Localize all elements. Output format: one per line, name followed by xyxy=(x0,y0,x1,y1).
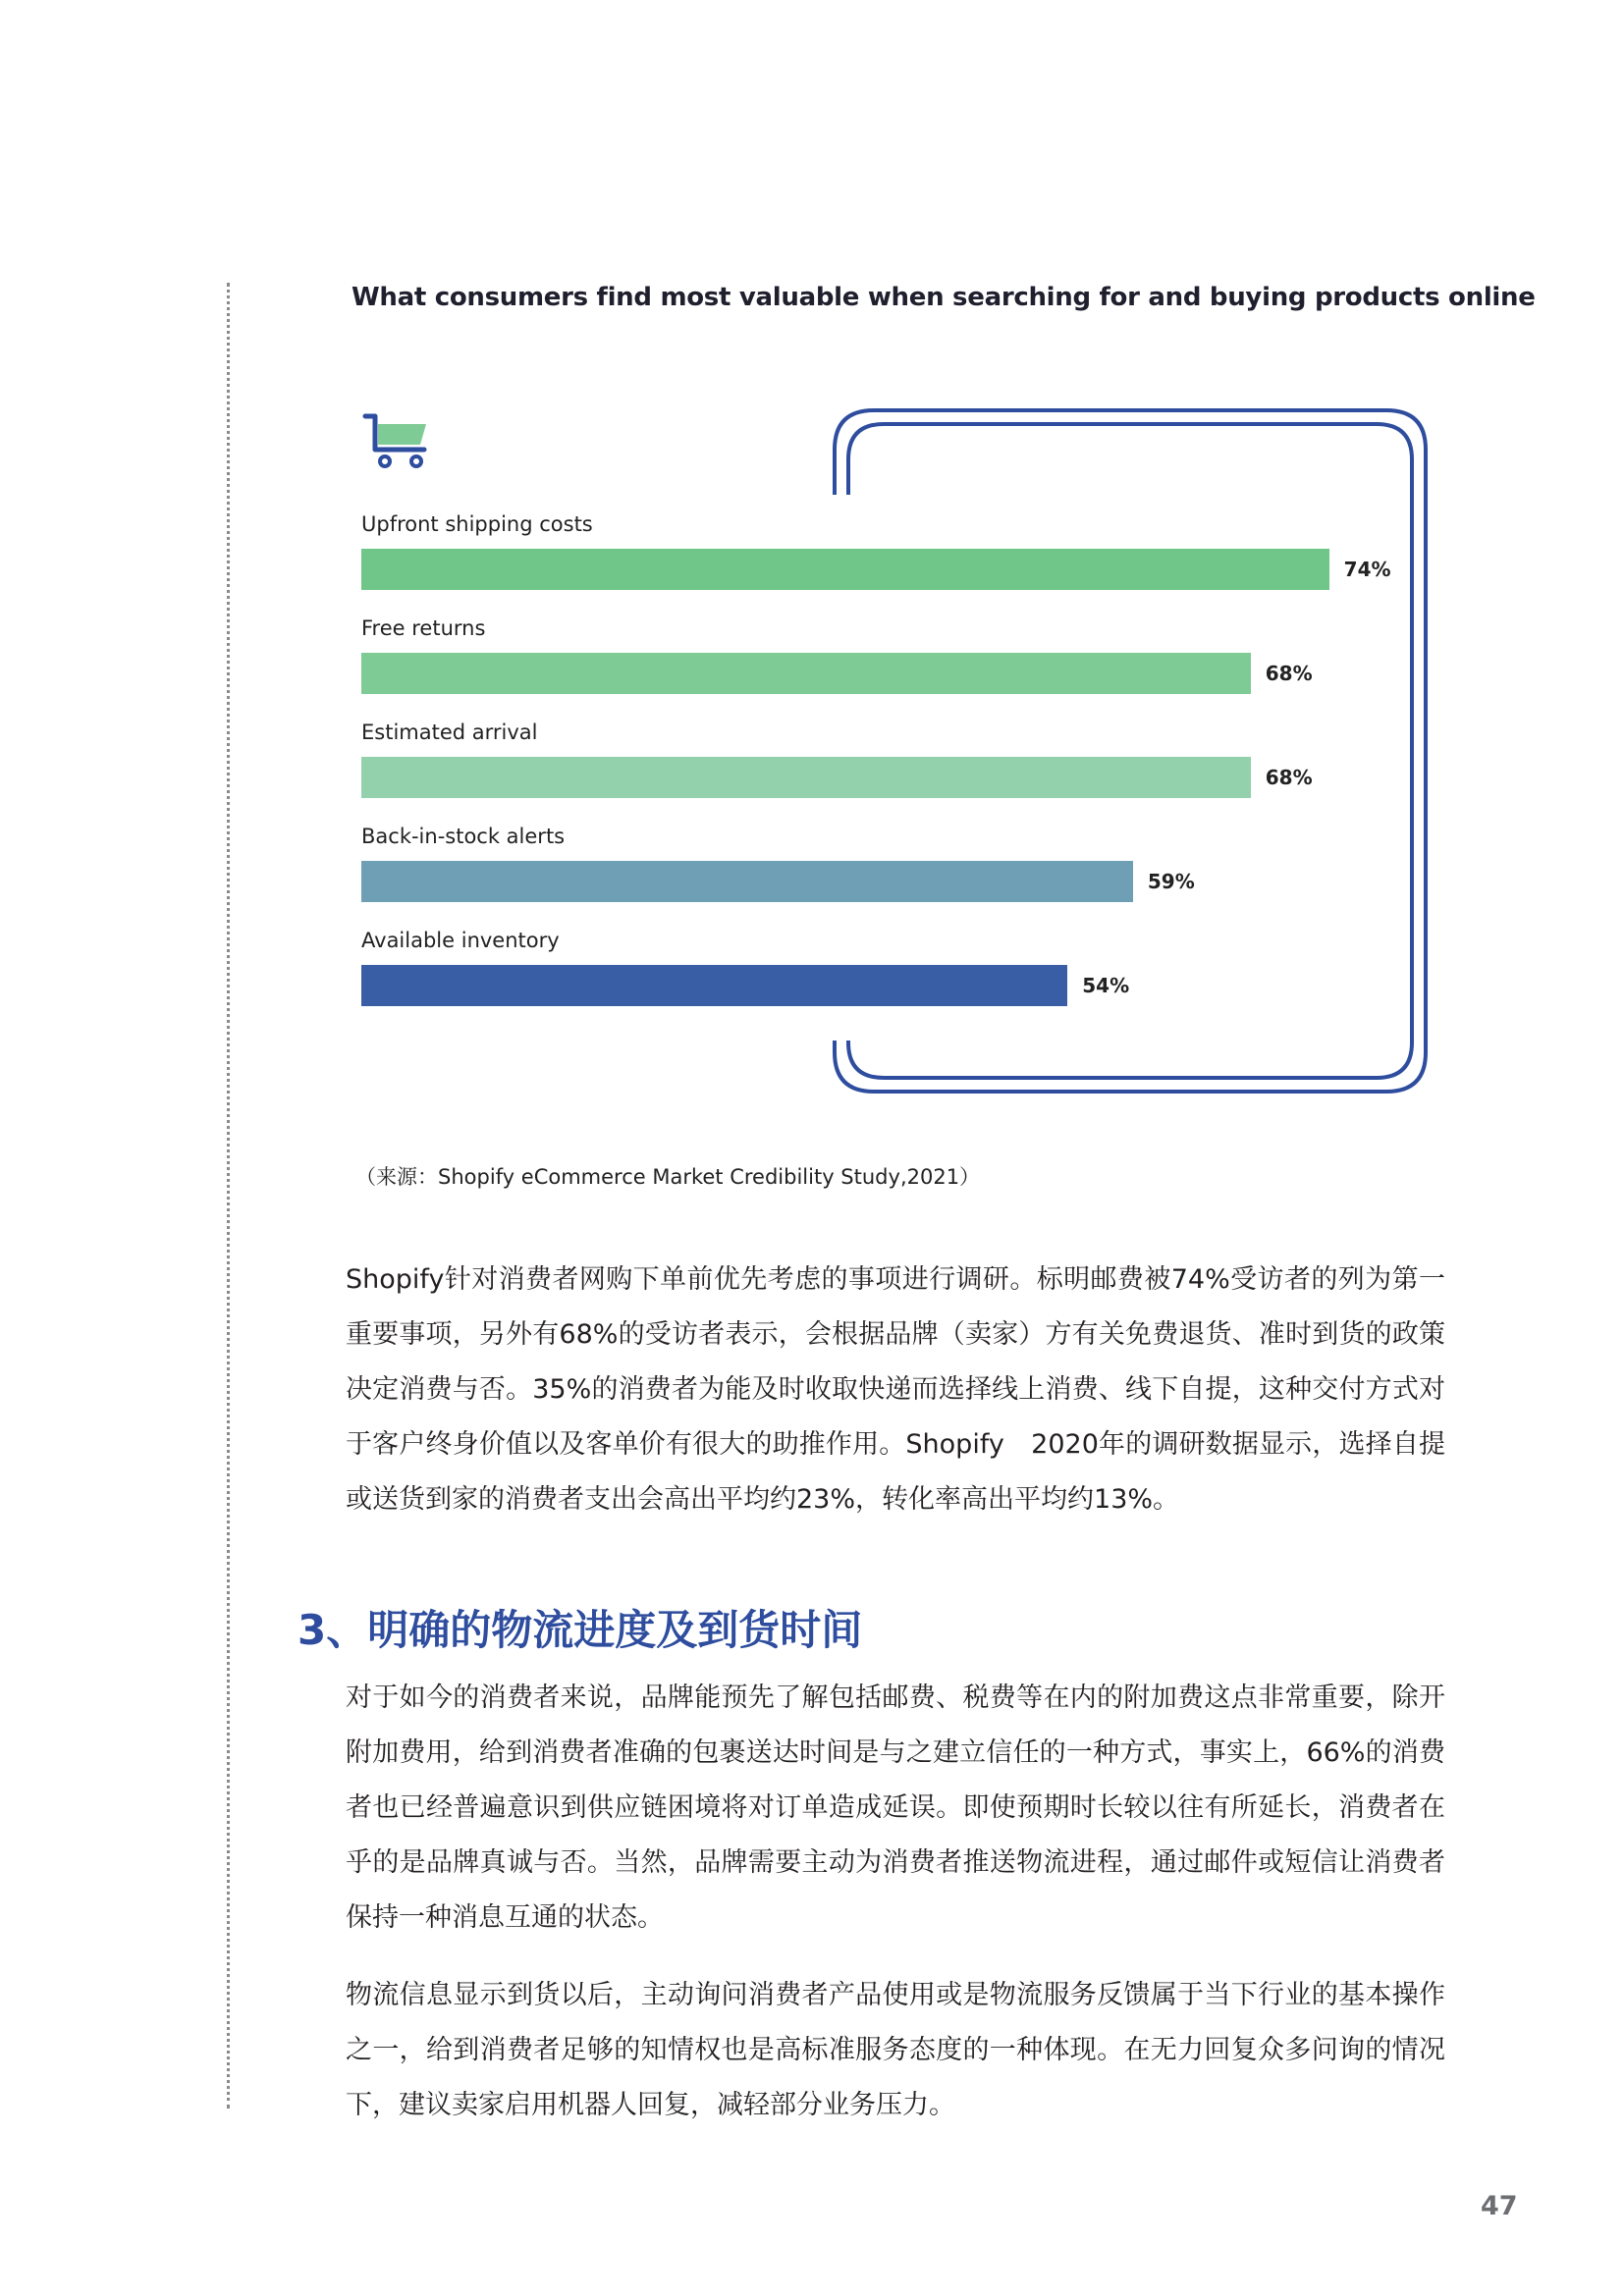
bar-value-label: 68% xyxy=(1265,766,1313,789)
bar-label: Available inventory xyxy=(361,929,560,952)
bar-value-label: 54% xyxy=(1082,974,1130,997)
body-paragraph-1: Shopify针对消费者网购下单前优先考虑的事项进行调研。标明邮费被74%受访者的列为第一重要事项，另外有68%的受访者表示，会根据品牌（卖家）方有关免费退货、准时到货的政策决定消费与否。35%的消费者为能及时收取快递而选择线上消费、线下自提，这种交付方式对于客户终身价值以及客单价有很大的助推作用。Shopify 2020年的调研数据显示，选择自提或送货到家的消费者支出会高出平均约23%，转化率高出平均约13%。 xyxy=(346,1264,1445,1515)
bar-label: Estimated arrival xyxy=(361,721,538,744)
page-number: 47 xyxy=(1481,2191,1518,2221)
section-heading: 3、明确的物流进度及到货时间 xyxy=(298,1606,863,1654)
shopping-cart-icon xyxy=(361,410,434,473)
chart-title: What consumers find most valuable when searching for and buying products online xyxy=(352,283,1536,312)
bar-label: Back-in-stock alerts xyxy=(361,825,566,848)
body-paragraph-3: 物流信息显示到货以后，主动询问消费者产品使用或是物流服务反馈属于当下行业的基本操作之一，给到消费者足够的知情权也是高标准服务态度的一种体现。在无力回复众多问询的情况下，建议卖家启用机器人回复，减轻部分业务压力。 xyxy=(346,1980,1445,2120)
bar xyxy=(361,861,1133,902)
bar xyxy=(361,757,1251,798)
body-paragraph-2: 对于如今的消费者来说，品牌能预先了解包括邮费、税费等在内的附加费这点非常重要，除开附加费用，给到消费者准确的包裹送达时间是与之建立信任的一种方式，事实上，66%的消费者也已经普遍意识到供应链困境将对订单造成延误。即使预期时长较以往有所延长，消费者在乎的是品牌真诚与否。当然，品牌需要主动为消费者推送物流进程，通过邮件或短信让消费者保持一种消息互通的状态。 xyxy=(346,1682,1445,1933)
bar-value-label: 68% xyxy=(1265,662,1313,685)
bar-value-label: 74% xyxy=(1343,558,1391,581)
bar-label: Free returns xyxy=(361,616,486,640)
bar xyxy=(361,549,1329,590)
bar xyxy=(361,653,1251,694)
dotted-margin-rule xyxy=(227,283,230,2109)
bar-value-label: 59% xyxy=(1147,870,1195,893)
source-citation: （来源：Shopify eCommerce Market Credibility Study,2021） xyxy=(355,1165,981,1189)
bar xyxy=(361,965,1067,1006)
bar-label: Upfront shipping costs xyxy=(361,512,593,536)
